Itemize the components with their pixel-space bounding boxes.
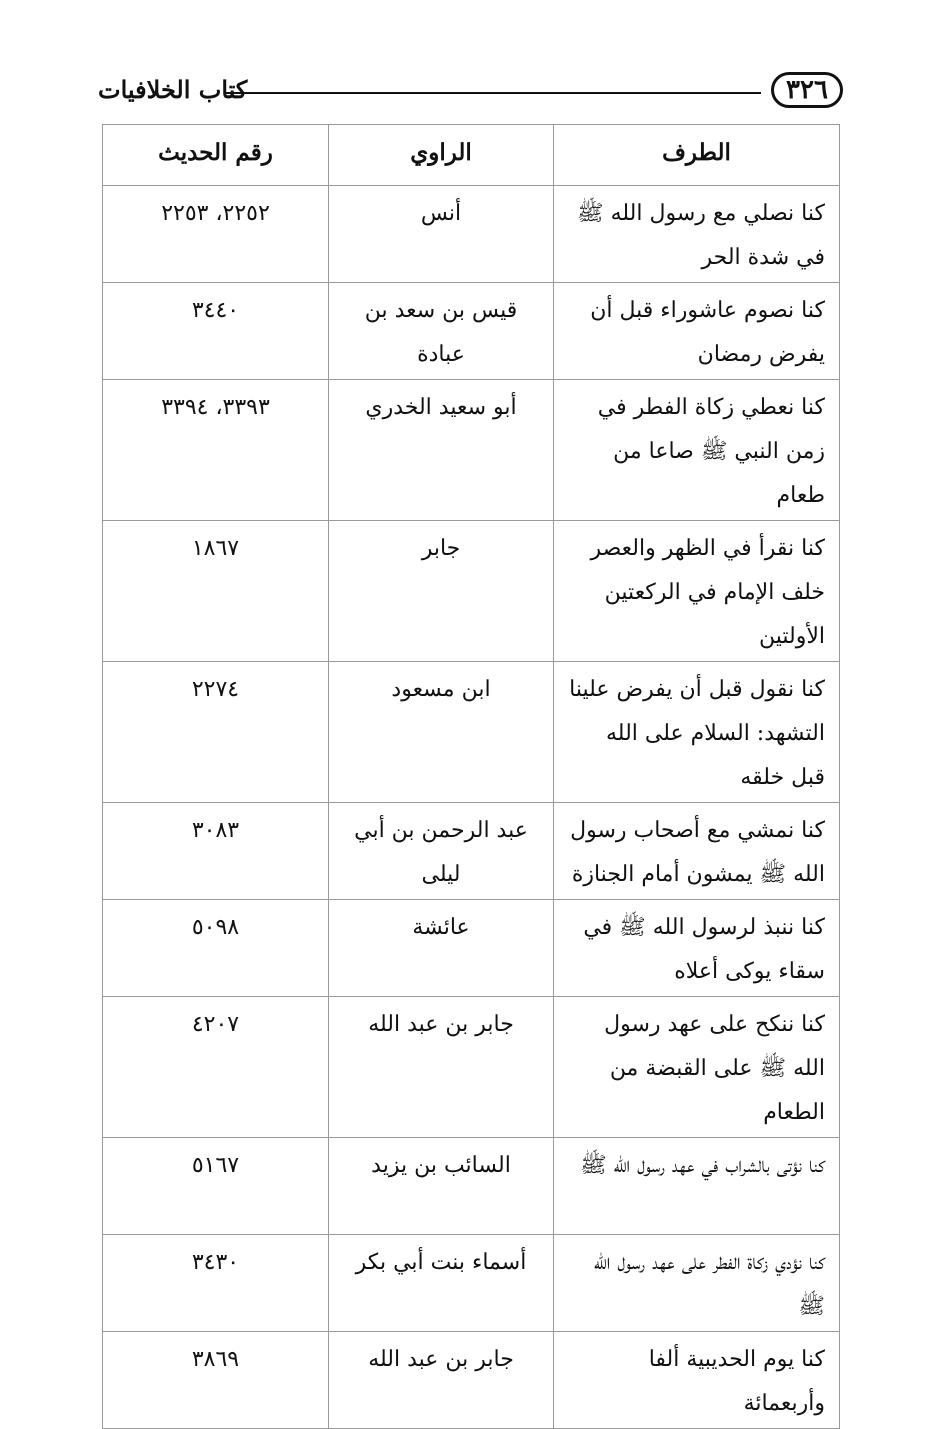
table-row xyxy=(103,283,840,380)
table-row xyxy=(103,1332,840,1429)
tarf-cell: كنا نؤتى بالشراب في عهد رسول الله ﷺ xyxy=(554,1138,840,1235)
table-row xyxy=(103,521,840,662)
hadith-number-cell: ٤٢٠٧ xyxy=(103,997,329,1138)
hadith-number-cell: ٣٤٤٠ xyxy=(103,283,329,380)
rawi-cell: ابن مسعود xyxy=(329,662,554,803)
hadith-number-cell: ٣٨٦٩ xyxy=(103,1332,329,1429)
hadith-number-cell: ٣٣٩٣، ٣٣٩٤ xyxy=(103,380,329,521)
column-header-rawi: الراوي xyxy=(329,125,554,186)
tarf-cell: كنا ننكح على عهد رسول الله ﷺ على القبضة من الطعام xyxy=(554,997,840,1138)
header-rule xyxy=(226,92,761,94)
column-header-number: رقم الحديث xyxy=(103,125,329,186)
rawi-cell: أنس xyxy=(329,186,554,283)
table-row xyxy=(103,803,840,900)
tarf-cell: كنا نصلي مع رسول الله ﷺ في شدة الحر xyxy=(554,186,840,283)
rawi-cell: جابر بن عبد الله xyxy=(329,1332,554,1429)
rawi-cell: جابر xyxy=(329,521,554,662)
tarf-cell: كنا نمشي مع أصحاب رسول الله ﷺ يمشون أمام الجنازة xyxy=(554,803,840,900)
hadith-number-cell: ٥٠٩٨ xyxy=(103,900,329,997)
rawi-cell: عائشة xyxy=(329,900,554,997)
book-title: كتاب الخلافيات xyxy=(98,75,248,104)
tarf-cell: كنا نقرأ في الظهر والعصر خلف الإمام في الركعتين الأولتين xyxy=(554,521,840,662)
rawi-cell: قيس بن سعد بن عبادة xyxy=(329,283,554,380)
tarf-cell: كنا نقول قبل أن يفرض علينا التشهد: السلام على الله قبل خلقه xyxy=(554,662,840,803)
page-number: ٣٢٦ xyxy=(771,72,843,108)
hadith-number-cell: ٣٤٣٠ xyxy=(103,1235,329,1332)
table-header-row xyxy=(103,125,840,186)
tarf-cell: كنا يوم الحديبية ألفا وأربعمائة xyxy=(554,1332,840,1429)
hadith-number-cell: ٢٢٧٤ xyxy=(103,662,329,803)
rawi-cell: أسماء بنت أبي بكر xyxy=(329,1235,554,1332)
hadith-number-cell: ٢٢٥٢، ٢٢٥٣ xyxy=(103,186,329,283)
table-row xyxy=(103,900,840,997)
tarf-cell: كنا نؤدي زكاة الفطر على عهد رسول الله ﷺ xyxy=(554,1235,840,1332)
tarf-cell: كنا نعطي زكاة الفطر في زمن النبي ﷺ صاعا من طعام xyxy=(554,380,840,521)
table-row xyxy=(103,1138,840,1235)
column-header-tarf: الطرف xyxy=(554,125,840,186)
hadith-number-cell: ٣٠٨٣ xyxy=(103,803,329,900)
page-header xyxy=(98,70,843,114)
table-row xyxy=(103,997,840,1138)
rawi-cell: السائب بن يزيد xyxy=(329,1138,554,1235)
table-row xyxy=(103,662,840,803)
hadith-number-cell: ٥١٦٧ xyxy=(103,1138,329,1235)
hadith-number-cell: ١٨٦٧ xyxy=(103,521,329,662)
table-row xyxy=(103,1235,840,1332)
rawi-cell: جابر بن عبد الله xyxy=(329,997,554,1138)
hadith-index-table xyxy=(102,124,840,1429)
table-row xyxy=(103,380,840,521)
table-row xyxy=(103,186,840,283)
rawi-cell: عبد الرحمن بن أبي ليلى xyxy=(329,803,554,900)
rawi-cell: أبو سعيد الخدري xyxy=(329,380,554,521)
tarf-cell: كنا نصوم عاشوراء قبل أن يفرض رمضان xyxy=(554,283,840,380)
tarf-cell: كنا ننبذ لرسول الله ﷺ في سقاء يوكى أعلاه xyxy=(554,900,840,997)
